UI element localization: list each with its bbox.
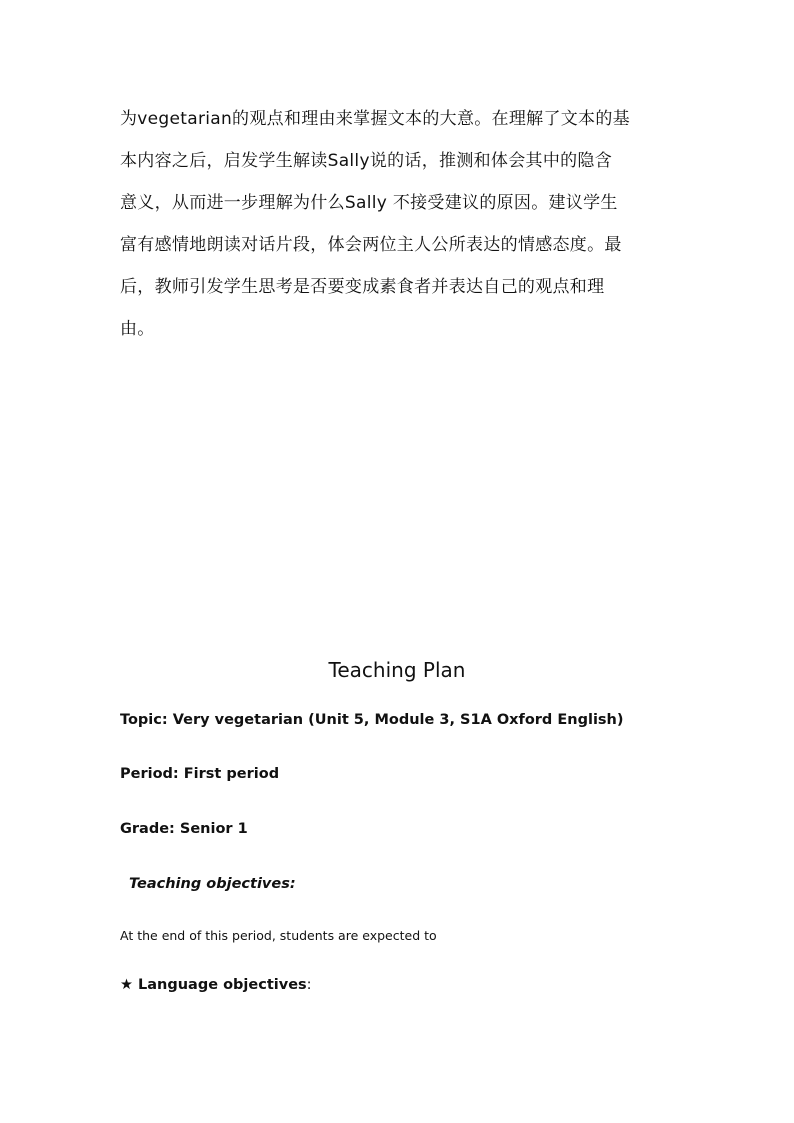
language-objectives-item [120,977,312,993]
paragraph-line-5: 后，教师引发学生思考是否要变成素食者并表达自己的观点和理 [120,277,605,297]
star-icon: ★ [120,977,133,993]
paragraph-line-2: 本内容之后，启发学生解读Sally说的话，推测和体会其中的隐含 [120,151,613,171]
paragraph-line-6: 由。 [120,319,155,339]
paragraph-line-1: 为vegetarian的观点和理由来掌握文本的大意。在理解了文本的基 [120,109,630,129]
paragraph-line-3: 意义，从而进一步理解为什么Sally 不接受建议的原因。建议学生 [120,193,618,213]
plan-title: Teaching Plan [328,658,466,682]
paragraph-line-4: 富有感情地朗读对话片段，体会两位主人公所表达的情感态度。最 [120,235,622,255]
period-line: Period: First period [120,766,280,782]
language-objectives-colon: : [306,977,312,993]
language-objectives-label: Language objectives [138,977,307,993]
objectives-intro: At the end of this period, students are expected to [120,928,437,943]
topic-line: Topic: Very vegetarian (Unit 5, Module 3, S1A Oxford English) [120,712,624,728]
grade-line: Grade: Senior 1 [120,821,248,837]
chinese-paragraph [120,98,680,350]
objectives-heading: Teaching objectives: [129,876,296,892]
